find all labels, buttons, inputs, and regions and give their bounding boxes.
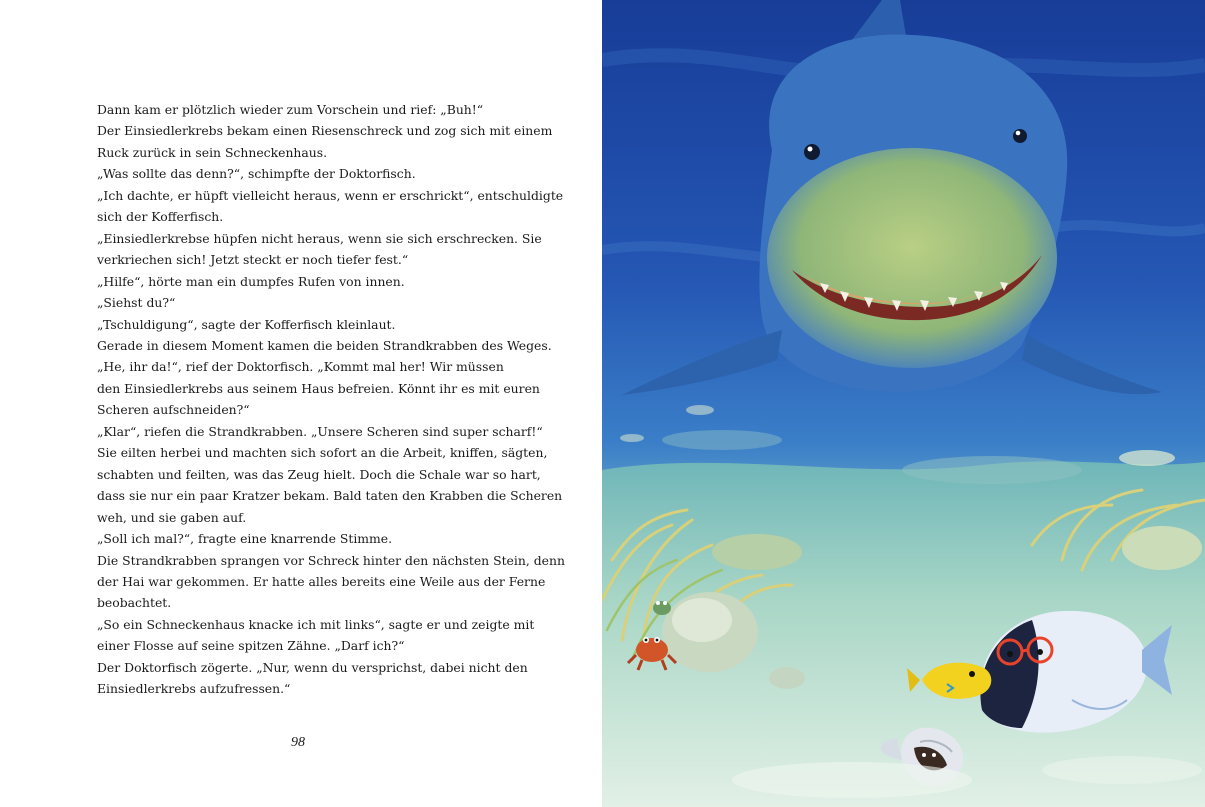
text-line: dass sie nur ein paar Kratzer bekam. Bald taten den Krabben die Scheren xyxy=(97,488,563,504)
crab-icon xyxy=(653,601,671,615)
text-line: Dann kam er plötzlich wieder zum Vorschein und rief: „Buh!“ xyxy=(97,102,484,117)
text-line: weh, und sie gaben auf. xyxy=(97,509,247,525)
text-line: „Ich dachte, er hüpft vielleicht heraus, wenn er erschrickt“, entschuldigte xyxy=(97,187,564,203)
text-line: „Tschuldigung“, sagte der Kofferfisch kleinlaut. xyxy=(97,316,396,332)
page-number: 98 xyxy=(291,735,305,750)
left-page xyxy=(0,0,602,807)
text-line: verkriechen sich! Jetzt steckt er noch tiefer fest.“ xyxy=(97,252,409,268)
text-line: Ruck zurück in sein Schneckenhaus. xyxy=(97,144,328,160)
text-line: „Einsiedlerkrebse hüpfen nicht heraus, wenn sie sich erschrecken. Sie xyxy=(97,230,542,246)
illustration-canvas xyxy=(602,0,1205,807)
text-line: „Soll ich mal?“, fragte eine knarrende Stimme. xyxy=(97,531,393,547)
rock-icon xyxy=(712,534,802,570)
text-line: Gerade in diesem Moment kamen die beiden Strandkrabben des Weges. xyxy=(97,337,552,353)
text-line: „Siehst du?“ xyxy=(97,295,176,311)
rock-icon xyxy=(1122,526,1202,570)
underwater-illustration xyxy=(602,0,1205,807)
text-line: „So ein Schneckenhaus knacke ich mit links“, sagte er und zeigte mit xyxy=(97,616,535,632)
text-line: „Was sollte das denn?“, schimpfte der Doktorfisch. xyxy=(97,166,416,182)
text-line: „Klar“, riefen die Strandkrabben. „Unsere Scheren sind super scharf!“ xyxy=(97,423,543,439)
text-line: der Hai war gekommen. Er hatte alles bereits eine Weile aus der Ferne xyxy=(97,573,546,589)
text-line: „He, ihr da!“, rief der Doktorfisch. „Kommt mal her! Wir müssen xyxy=(97,359,504,375)
story-text xyxy=(97,99,565,700)
text-line: den Einsiedlerkrebs aus seinem Haus befreien. Könnt ihr es mit euren xyxy=(97,380,540,396)
text-line: Scheren aufschneiden?“ xyxy=(97,402,250,418)
text-line: einer Flosse auf seine spitzen Zähne. „Darf ich?“ xyxy=(97,638,405,654)
text-line: beobachtet. xyxy=(97,595,172,611)
text-line: sich der Kofferfisch. xyxy=(97,209,224,225)
text-line: „Hilfe“, hörte man ein dumpfes Rufen von innen. xyxy=(97,273,405,289)
text-line: Der Einsiedlerkrebs bekam einen Riesenschreck und zog sich mit einem xyxy=(97,123,553,139)
text-line: Der Doktorfisch zögerte. „Nur, wenn du versprichst, dabei nicht den xyxy=(97,659,528,675)
text-line: Sie eilten herbei und machten sich sofort an die Arbeit, kniffen, sägten, xyxy=(97,445,548,461)
text-line: Die Strandkrabben sprangen vor Schreck hinter den nächsten Stein, denn xyxy=(97,552,565,568)
text-line: Einsiedlerkrebs aufzufressen.“ xyxy=(97,681,291,697)
text-line: schabten und feilten, was das Zeug hielt. Doch die Schale war so hart, xyxy=(97,466,541,482)
